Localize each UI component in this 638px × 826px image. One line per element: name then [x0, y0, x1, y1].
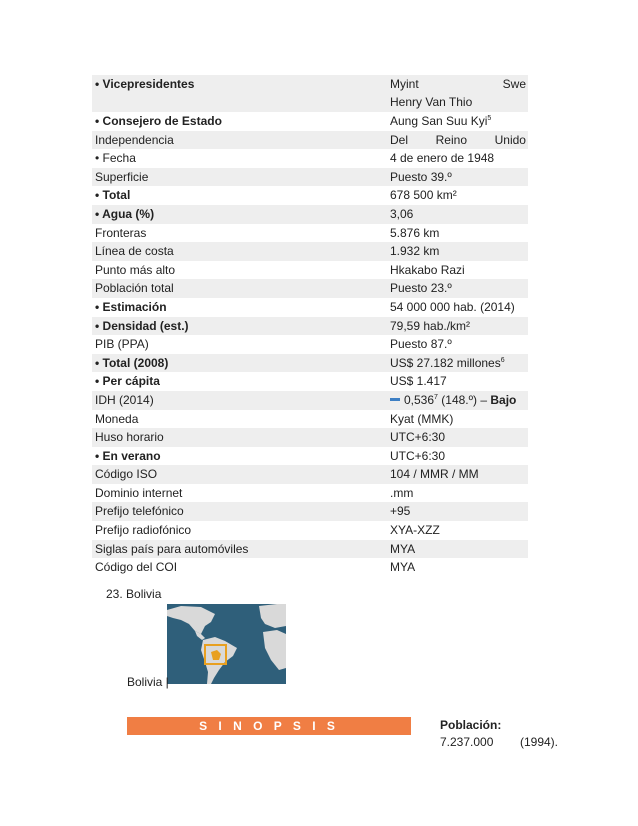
row-label: • Fecha — [95, 151, 136, 166]
row-value — [390, 391, 526, 410]
value-text: 79,59 hab./km² — [390, 318, 471, 333]
value-category: Bajo — [490, 392, 517, 407]
value-text: Hkakabo Razi — [390, 262, 465, 277]
row-value — [390, 279, 526, 298]
footnote-ref[interactable]: 7 — [434, 393, 438, 401]
value-text-right: Unido — [494, 132, 526, 147]
row-value — [390, 317, 526, 336]
row-value — [390, 75, 526, 109]
value-text: 3,06 — [390, 206, 414, 221]
table-row — [92, 521, 528, 540]
value-text: Puesto 87.º — [390, 337, 452, 352]
row-value — [390, 261, 526, 280]
row-value — [390, 149, 526, 168]
row-label: Huso horario — [95, 430, 164, 445]
table-row — [92, 335, 528, 354]
population-number: 7.237.000 — [440, 735, 494, 749]
row-label: PIB (PPA) — [95, 337, 149, 352]
sinopsis-banner: S I N O P S I S — [127, 717, 411, 735]
row-value — [390, 298, 526, 317]
row-value — [390, 502, 526, 521]
table-row — [92, 279, 528, 298]
value-text: +95 — [390, 504, 411, 519]
value-text-second-line: Henry Van Thio — [390, 95, 473, 109]
table-row — [92, 428, 528, 447]
row-label: Siglas país para automóviles — [95, 541, 249, 556]
value-text: 1.932 km — [390, 244, 440, 259]
row-label: Población total — [95, 281, 174, 296]
country-data-table — [92, 75, 528, 577]
footnote-ref[interactable]: 5 — [487, 115, 492, 122]
row-label: Código ISO — [95, 467, 158, 482]
value-text: US$ 27.182 millones — [390, 355, 501, 370]
value-text: 0,536 — [404, 392, 435, 407]
row-label: • Per cápita — [95, 374, 160, 389]
table-row — [92, 261, 528, 280]
value-text: MYA — [390, 560, 416, 575]
value-text: Aung San Suu Kyi — [390, 114, 488, 128]
population-label: Población: — [440, 718, 502, 732]
value-text: 54 000 000 hab. (2014) — [390, 299, 515, 314]
row-value — [390, 428, 526, 447]
value-text: MYA — [390, 541, 416, 556]
population-year: (1994). — [519, 735, 558, 749]
table-row — [92, 372, 528, 391]
value-text: 678 500 km² — [390, 188, 457, 203]
row-label: IDH (2014) — [95, 392, 154, 407]
table-row — [92, 131, 528, 150]
table-row — [92, 540, 528, 559]
row-value — [390, 447, 526, 466]
row-label: Prefijo telefónico — [95, 504, 184, 519]
row-label: Línea de costa — [95, 244, 174, 259]
row-label: • Agua (%) — [95, 206, 155, 221]
value-text: 5.876 km — [390, 225, 440, 240]
table-row — [92, 410, 528, 429]
row-value — [390, 205, 526, 224]
row-label: Punto más alto — [95, 262, 176, 277]
table-row — [92, 298, 528, 317]
value-text: Puesto 39.º — [390, 169, 452, 184]
idh-trend-icon — [390, 398, 400, 401]
row-label: • Densidad (est.) — [95, 318, 189, 333]
row-label: • Vicepresidentes — [95, 77, 195, 91]
row-value — [390, 186, 526, 205]
row-value — [390, 558, 526, 577]
table-row — [92, 317, 528, 336]
table-row — [92, 75, 528, 112]
value-text: UTC+6:30 — [390, 430, 446, 445]
value-rank: (148.º) – — [441, 392, 488, 407]
row-value — [390, 224, 526, 243]
row-value — [390, 354, 526, 373]
value-text-mid: Reino — [435, 132, 467, 147]
row-value — [390, 540, 526, 559]
row-label: • En verano — [95, 448, 161, 463]
row-label: • Estimación — [95, 299, 167, 314]
row-value — [390, 112, 526, 131]
row-value — [390, 242, 526, 261]
row-label: • Total (2008) — [95, 355, 169, 370]
value-text-right: Swe — [502, 77, 526, 91]
table-row — [92, 186, 528, 205]
value-text: Puesto 23.º — [390, 281, 452, 296]
row-label: Prefijo radiofónico — [95, 523, 192, 538]
table-row — [92, 447, 528, 466]
value-text: Myint — [390, 77, 419, 91]
value-text: .mm — [390, 485, 414, 500]
table-row — [92, 502, 528, 521]
row-label: Código del COI — [95, 560, 178, 575]
row-label: Superficie — [95, 169, 149, 184]
table-row — [92, 112, 528, 131]
value-text: Kyat (MMK) — [390, 411, 454, 426]
row-value — [390, 335, 526, 354]
row-label: Moneda — [95, 411, 139, 426]
table-row — [92, 149, 528, 168]
row-value — [390, 372, 526, 391]
table-row — [92, 465, 528, 484]
table-row — [92, 558, 528, 577]
row-value — [390, 465, 526, 484]
table-row — [92, 484, 528, 503]
row-value — [390, 168, 526, 187]
value-text: 104 / MMR / MM — [390, 467, 479, 482]
map-caption: Bolivia | — [127, 675, 169, 689]
value-text: Del — [390, 132, 409, 147]
row-value — [390, 410, 526, 429]
value-text: XYA-XZZ — [390, 523, 440, 538]
row-value — [390, 521, 526, 540]
row-label: • Total — [95, 188, 131, 203]
row-label: Fronteras — [95, 225, 147, 240]
row-value — [390, 484, 526, 503]
value-text: US$ 1.417 — [390, 374, 447, 389]
table-row — [92, 391, 528, 410]
row-label: • Consejero de Estado — [95, 114, 222, 128]
table-row — [92, 168, 528, 187]
population-value — [440, 735, 558, 749]
row-label: Independencia — [95, 132, 174, 147]
footnote-ref[interactable]: 6 — [500, 356, 505, 364]
value-text: UTC+6:30 — [390, 448, 446, 463]
row-label: Dominio internet — [95, 485, 183, 500]
list-item-number: 23. Bolivia — [106, 587, 162, 601]
table-row — [92, 354, 528, 373]
value-text: 4 de enero de 1948 — [390, 151, 495, 166]
row-value — [390, 131, 526, 150]
table-row — [92, 224, 528, 243]
table-row — [92, 205, 528, 224]
bolivia-location-map — [167, 604, 286, 684]
table-row — [92, 242, 528, 261]
